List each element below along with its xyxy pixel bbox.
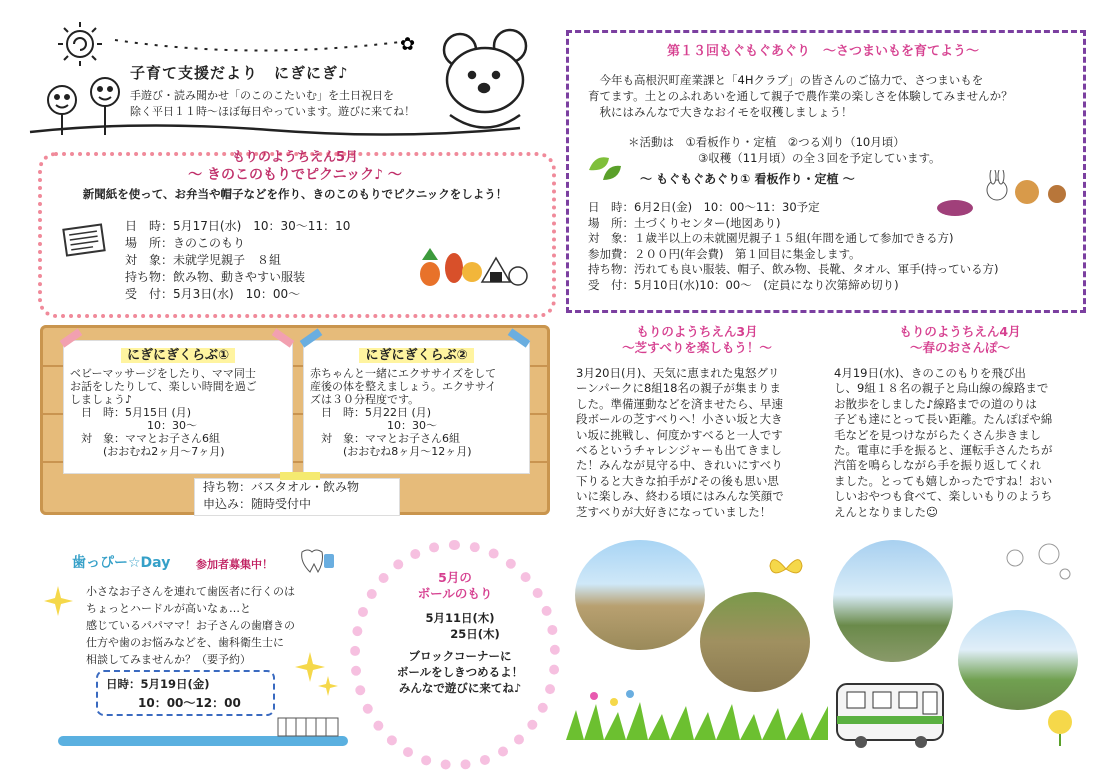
mogu-intro [588,72,1068,120]
march-line: 3月20日(月)、天気に恵まれた鬼怒グリ [576,366,780,380]
header-description [130,88,460,120]
kinoko-info-row: 場 所：きのこのもり [125,236,246,250]
dandelion-fluff-icon [995,540,1075,590]
club2-line: 産後の体を整えましょう。エクササイ [310,380,497,393]
dental-line: 仕方や歯のお悩みなどを、歯科衛生士に [86,636,284,649]
ball-line: ボールをしきつめるよ！ [396,665,524,679]
ball-line: みんなで遊びに来てね♪ [398,681,522,695]
kinoko-info-row: 受 付：5月3日(水) 10：00～ [125,287,301,301]
dental-line: 相談してみませんか？（要予約） [86,653,251,666]
club-items: 持ち物：バスタオル・飲み物 [203,480,360,494]
train-icon [833,668,953,750]
march-line: 段ボールの芝すべりへ！小さい坂と大き [576,412,783,427]
club2-paper [303,340,530,474]
club-common-paper [194,478,400,516]
kinoko-subtitle: ～ きのこのもりでピクニック♪ ～ [188,167,402,183]
mogu-info-row: 日 時：6月2日(金) 10：00～11：30予定 [588,200,820,214]
mogu-info-row: 持ち物：汚れても良い服装、帽子、飲み物、長靴、タオル、軍手(持っている方) [588,262,999,276]
dental-day-title: 歯っぴー☆Day [72,555,171,571]
kinoko-title: もりのようちえん5月 [231,150,359,165]
club-apply: 申込み：随時受付中 [203,497,312,511]
ball-title-line: 5月の [438,570,472,585]
butterfly-icon [766,552,806,586]
club1-line: 対 象：ママとお子さん6組 [70,432,220,445]
dental-line: 感じているパパママ！お子さんの歯磨きの [86,619,295,632]
march-body [576,366,824,520]
kinoko-info-row: 持ち物：飲み物、動きやすい服装 [125,270,306,284]
tape-icon [280,472,320,480]
club1-line: ベビーマッサージをしたり、ママ同士 [70,367,256,380]
dental-time: 10：00～12：00 [138,696,241,710]
april-line: 汽笛を鳴らしながら手を振り返してくれ [834,458,1041,473]
club1-title: にぎにぎくらぶ① [121,348,235,363]
ball-date: 25日(木) [450,627,500,641]
march-line: い坂に挑戦し、何度かすべると一人です [576,427,783,442]
club1-line: しましょう♪ [70,393,133,406]
mogu-activity-line: ③収穫（11月頃）の全３回を予定しています。 [698,151,941,165]
mogu-intro-line: 育てます。土とのふれあいを通して親子で農作業の楽しさを体験してみませんか？ [588,89,1013,103]
dental-date-box [96,670,275,716]
mogu-info-row: 場 所：土づくりセンター(地図あり) [588,215,781,230]
club2-title: にぎにぎくらぶ② [359,348,473,363]
header-desc-line: 除く平日１１時～ほぼ毎日やっています。遊びに来てね！ [130,105,416,118]
april-title: もりのようちえん4月 [899,324,1021,339]
mogu-info-row: 参加費：２００円(年会費) 第１回目に集金します。 [588,246,861,261]
mogu-intro-line: 今年も高根沢町産業課と「4Hクラブ」の皆さんのご協力で、さつまいもを [588,73,984,87]
club2-line: ズは３０分程度です。 [310,393,420,406]
grass-slide-photo [700,592,810,692]
dental-line: ちょっとハードルが高いなぁ…と [86,602,251,615]
toothbrush-icon [58,712,348,748]
mogu-subtitle: ～ もぐもぐあぐり① 看板作り・定植 ～ [640,172,855,186]
march-subtitle: ～芝すべりを楽しもう！～ [622,340,772,355]
dandelion-icon [1040,706,1080,746]
april-line: しいおやつも食べて、楽しいもりのようち [834,489,1053,504]
april-body [834,366,1084,520]
header-desc-line: 手遊び・読み聞かせ「のこのこたいむ」を土日祝日を [130,89,394,102]
april-line: し、9組１８名の親子と烏山線の線路まで [834,381,1049,396]
mogu-info-row: 受 付：5月10日(水)10：00～ (定員になり次第締め切り) [588,277,899,292]
march-line: ーンパークに8組18名の親子が集まりま [576,381,781,396]
dental-line: 小さなお子さんを連れて歯医者に行くのは [86,585,295,598]
mogu-intro-line: 秋にはみんなで大きなおイモを収穫しましょう！ [588,105,853,119]
svg-text:✿: ✿ [400,34,416,55]
march-title-block [572,324,822,356]
april-line: お散歩をしました♪線路までの道のりは [834,396,1037,411]
ball-title-line: ボールのもり [417,586,493,601]
sparkle-icon [44,582,78,622]
dental-day-subtitle: 参加者募集中！ [196,558,273,571]
april-line: た。電車に手を振ると、運転手さんたちが [834,443,1053,458]
club1-line: お話をしたりして、楽しい時間を過ご [70,380,257,393]
ball-date: 5月11日(木) [425,611,495,625]
sun-icon [58,22,102,66]
kinoko-info-row: 対 象：未就学児親子 ８組 [125,253,282,267]
march-line: べるというチャレンジャーも出てきまし [576,443,782,458]
walk-photo [958,610,1078,710]
club2-line: 日 時：5月22日 (月) [310,406,432,419]
club1-paper [63,340,293,474]
march-title: もりのようちえん3月 [636,324,758,339]
ball-title [350,570,560,602]
dental-date: 日時：5月19日(金) [106,677,210,691]
newspaper-icon [62,222,108,258]
grass-flowers-decoration [566,690,828,740]
april-line: 子ども達にとって長い距離。たんぽぽや綿 [834,412,1053,427]
kinoko-info [125,218,350,303]
club1-line: 10：30～ [70,419,197,432]
april-line: 毛などを見つけながらたくさん歩きまし [834,427,1041,442]
club2-line: 10：30～ [310,419,437,432]
club1-line: 日 時：5月15日 (月) [70,406,192,419]
club2-line: 対 象：ママとお子さん6組 [310,432,460,445]
april-line: ました。とっても嬉しかったですね！おい [834,473,1053,488]
club1-line: (おおむね2ヶ月～7ヶ月) [70,445,225,458]
march-line: 下りると大きな拍手が♪その後も思い思 [576,473,779,488]
march-line: た！みんなが見守る中、きれいにすべり [576,458,783,473]
grass-slide-photo [575,540,705,650]
club2-line: 赤ちゃんと一緒にエクササイズをして [310,367,497,380]
march-line: いに楽しみ、終わる頃にはみんな笑顔で [576,489,784,504]
april-title-block [835,324,1085,356]
food-illustration [410,238,530,288]
april-line: 4月19日(水)、きのこのもりを飛び出 [834,366,1026,380]
april-subtitle: ～春のおさんぽ～ [909,340,1010,355]
march-line: 芝すべりが大好きになっていました！ [576,504,772,519]
newsletter-title: 子育て支援だより にぎにぎ♪ [130,64,349,82]
mogu-info-row: 対 象：１歳半以上の未就園児親子１５組(年間を通して参加できる方) [588,231,954,245]
leaf-icon [585,150,625,186]
mogu-title: 第１３回もぐもぐあぐり ～さつまいもを育てよう～ [666,44,979,59]
mogu-activity-line: ＊活動は ①看板作り・定植 ②つる刈り（10月頃） [628,135,905,149]
mogu-info [588,200,999,293]
march-line: した。準備運動などを済ませたら、早速 [576,396,783,411]
april-line: えんとなりました☺ [834,504,938,519]
sparkle-icon [290,648,340,698]
walk-photo [833,540,953,662]
ball-line: ブロックコーナーに [408,649,512,663]
club2-line: (おおむね8ヶ月～12ヶ月) [310,445,472,458]
kinoko-info-row: 日 時：5月17日(水) 10：30～11：10 [125,219,351,233]
ball-body [370,610,550,696]
mogu-activity [628,134,941,166]
tooth-icon [296,548,336,574]
kinoko-lead: 新聞紙を使って、お弁当や帽子などを作り、きのこのもりでピクニックをしよう！ [82,187,508,201]
